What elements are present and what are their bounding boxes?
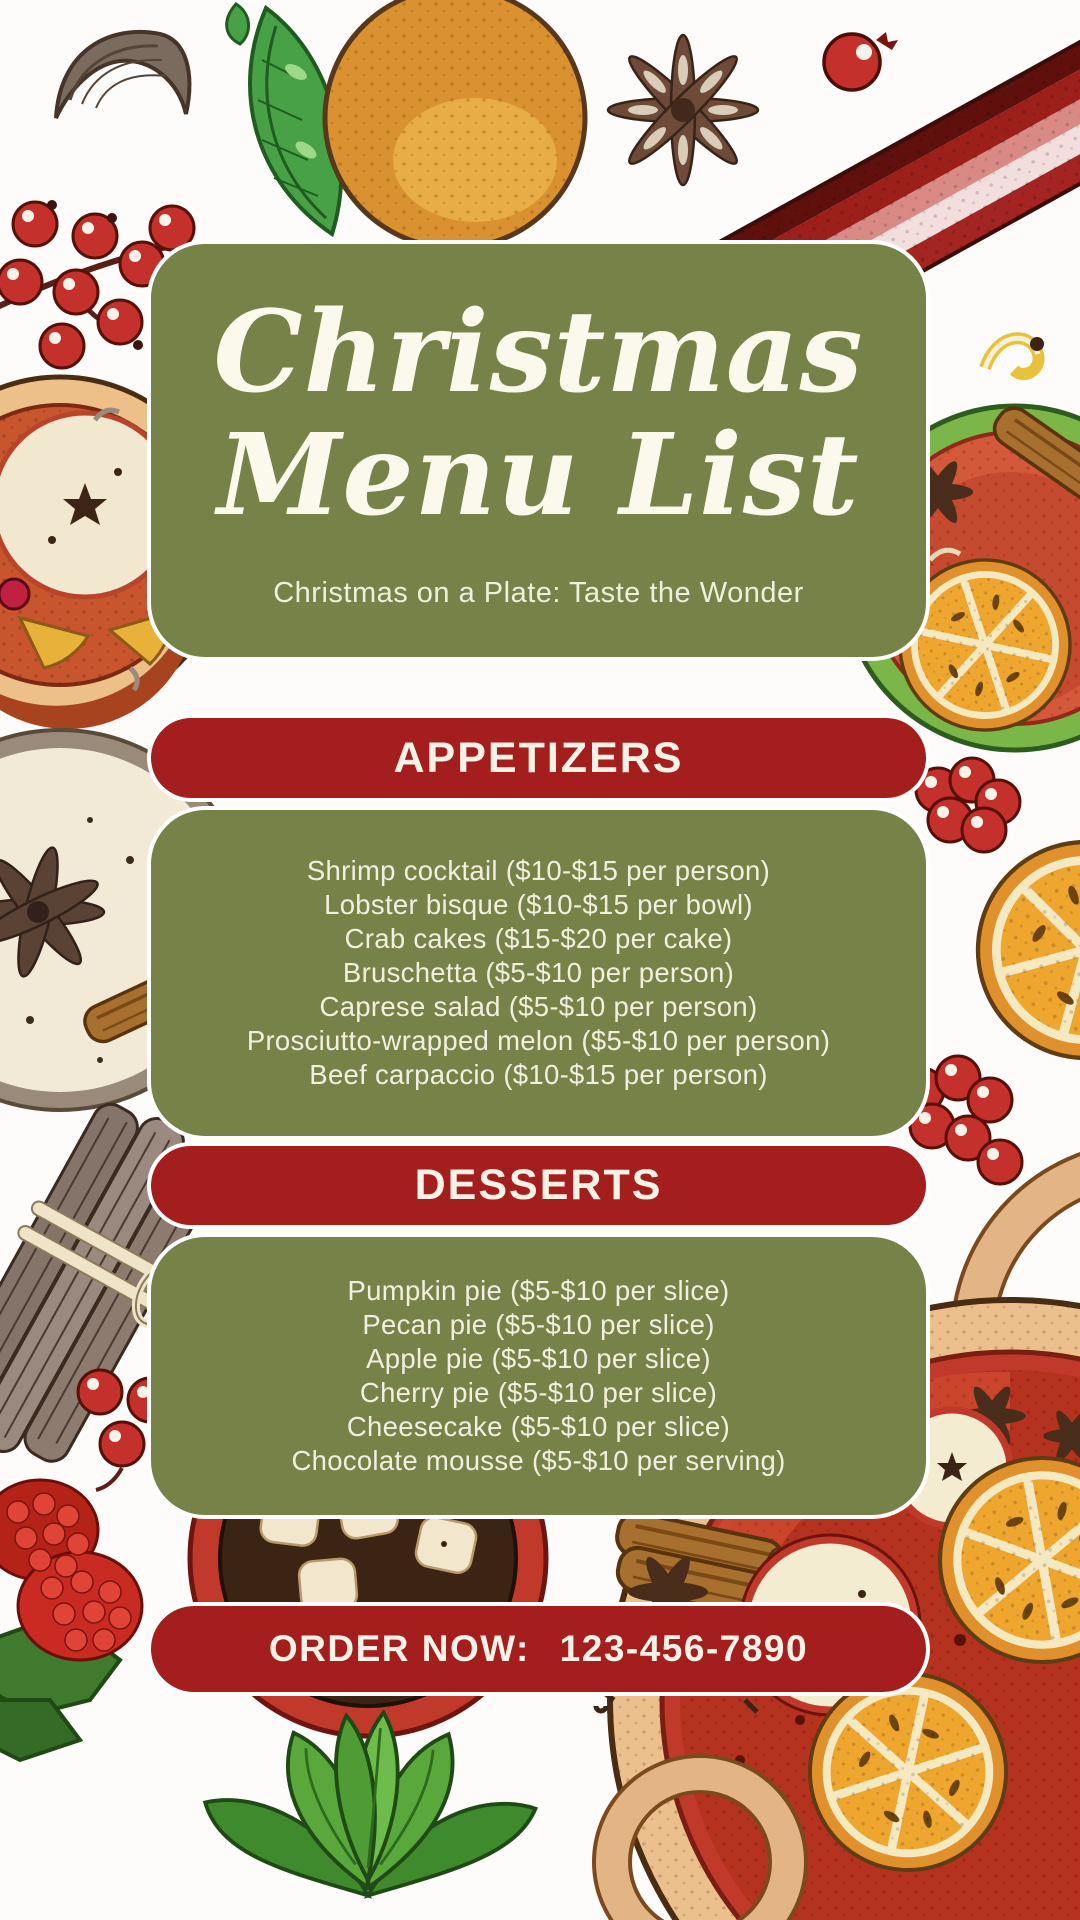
menu-item: Pecan pie ($5-$10 per slice): [362, 1309, 715, 1340]
menu-item: Pumpkin pie ($5-$10 per slice): [347, 1275, 730, 1306]
holly-berry: [824, 32, 898, 90]
order-now-label: ORDER NOW:: [268, 1628, 530, 1669]
menu-item: Cheesecake ($5-$10 per slice): [346, 1411, 731, 1442]
poster-subtitle: Christmas on a Plate: Taste the Wonder: [273, 577, 804, 610]
orange-slice: [954, 818, 1080, 1083]
menu-item: Crab cakes ($15-$20 per cake): [344, 923, 733, 954]
desserts-header-banner: [147, 1142, 930, 1229]
order-phone-number: 123-456-7890: [559, 1628, 809, 1669]
raspberry-cluster: [0, 1480, 142, 1760]
menu-item: Apple pie ($5-$10 per slice): [366, 1343, 711, 1374]
poster-title-line1: Christmas: [213, 286, 864, 418]
star-anise-icon: [608, 35, 758, 185]
appetizers-card: [147, 806, 930, 1140]
orange-peel-curl: [985, 337, 1044, 374]
menu-item: Caprese salad ($5-$10 per person): [319, 991, 758, 1022]
menu-item: Cherry pie ($5-$10 per slice): [359, 1377, 718, 1408]
mint-leaves: [205, 1713, 535, 1896]
desserts-card: [147, 1233, 930, 1519]
dried-peel-crescent: [56, 32, 189, 118]
menu-item: Chocolate mousse ($5-$10 per serving): [291, 1445, 786, 1476]
desserts-header: DESSERTS: [414, 1161, 663, 1209]
menu-item: Lobster bisque ($10-$15 per bowl): [324, 889, 753, 920]
menu-item: Bruschetta ($5-$10 per person): [342, 957, 735, 988]
poster-title-line2: Menu List: [217, 410, 860, 541]
menu-item: Beef carpaccio ($10-$15 per person): [309, 1059, 768, 1090]
appetizers-header-banner: [147, 714, 930, 802]
mandarin-orange: [227, 0, 585, 248]
menu-item: Prosciutto-wrapped melon ($5-$10 per person): [246, 1025, 831, 1056]
order-now-banner: [147, 1602, 930, 1696]
title-card: [147, 240, 930, 661]
appetizers-header: APPETIZERS: [393, 733, 684, 782]
menu-item: Shrimp cocktail ($10-$15 per person): [306, 855, 771, 886]
berry-cluster-upper: [916, 758, 1020, 852]
